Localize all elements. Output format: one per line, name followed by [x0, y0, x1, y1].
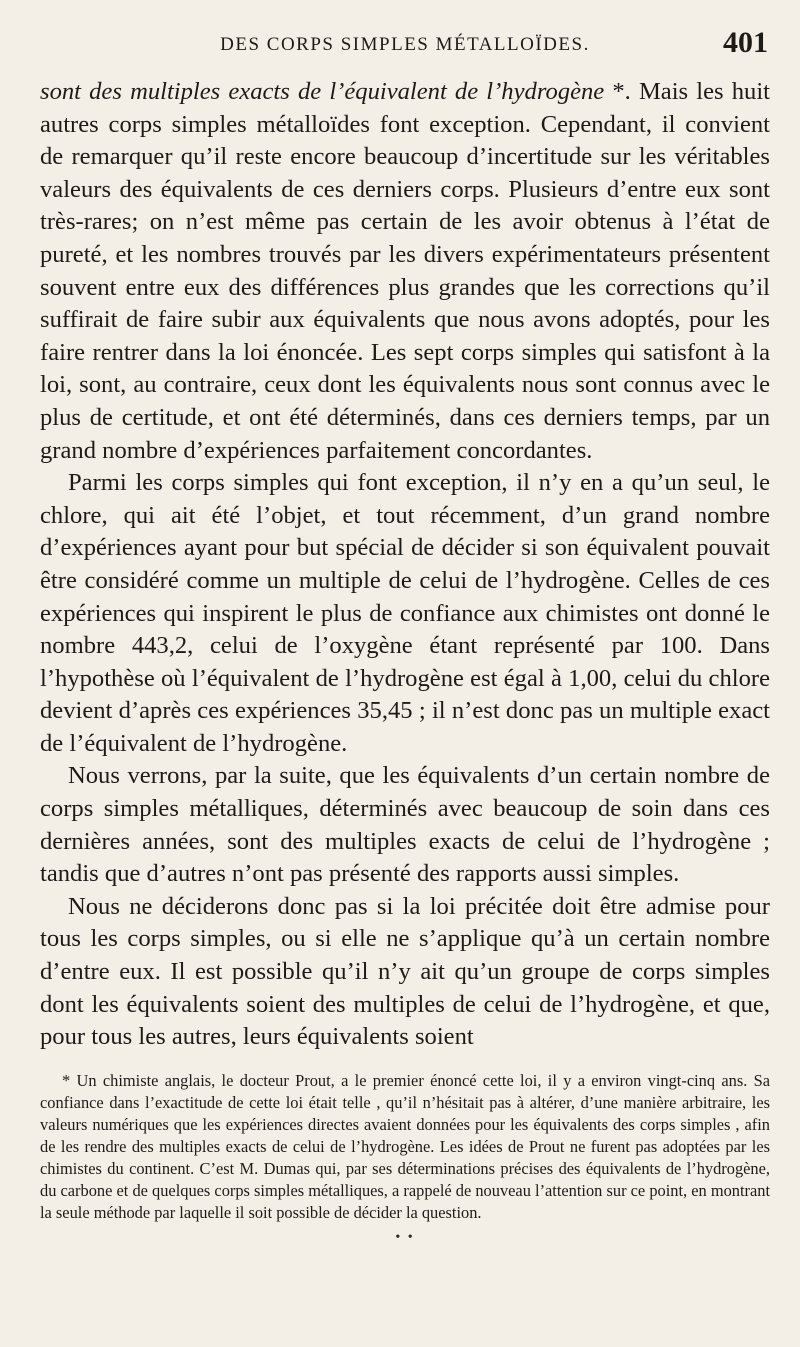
page-number: 401 — [723, 26, 768, 59]
footnote — [40, 1070, 770, 1224]
signature-mark: • • — [395, 1229, 415, 1245]
paragraph-2: Parmi les corps simples qui font exception, il n’y en a qu’un seul, le chlore, qui ait été l’objet, et tout récemment, d’un grand nombre d’expériences ayant pour but spécial de décider si son équivalent pouvait être considéré comme un multiple de celui de l’hydrogène. Celles de ces expériences qui inspirent le plus de confiance aux chimistes ont donné le nombre 443,2, celui de l’oxygène étant représenté par 100. Dans l’hypothèse où l’équivalent de l’hydrogène est égal à 1,00, celui du chlore devient d’après ces expériences 35,45 ; il n’est donc pas un multiple exact de l’équivalent de l’hydrogène. — [40, 469, 770, 757]
paragraph-1 — [40, 76, 770, 467]
paragraph-4: Nous ne déciderons donc pas si la loi précitée doit être admise pour tous les corps simples, ou si elle ne s’applique qu’à un certain nombre d’entre eux. Il est possible qu’il n’y ait qu’un groupe de corps simples dont les équivalents soient des multiples de celui de l’hydrogène, et que, pour tous les autres, leurs équivalents soient — [40, 892, 770, 1051]
paragraph-1-text: Mais les huit autres corps simples métalloïdes font exception. Cependant, il convient de remarquer qu’il reste encore beaucoup d’incertitude sur les véritables valeurs des équivalents de ces derniers corps. Plusieurs d’entre eux sont très-rares; on n’est même pas certain de les avoir obtenus à l’état de pureté, et les nombres trouvés par les divers expérimentateurs présentent souvent entre eux des différences plus grandes que les corrections qu’il suffirait de faire subir aux équivalents que nous avons adoptés, pour les faire rentrer dans la loi énoncée. Les sept corps simples qui satisfont à la loi, sont, au contraire, ceux dont les équivalents nous sont connus avec le plus de certitude, et ont été déterminés, dans ces derniers temps, par un grand nombre d’expériences parfaitement concordantes. — [40, 78, 770, 464]
running-title: DES CORPS SIMPLES MÉTALLOÏDES. — [220, 34, 590, 55]
footnote-reference: *. — [604, 78, 631, 105]
footnote-text: Un chimiste anglais, le docteur Prout, a le premier énoncé cette loi, il y a environ vingt-cinq ans. Sa confiance dans l’exactitude de cette loi était telle , qu’il n’hésitait pas à altérer, d’une manière arbitraire, les valeurs numériques que les expériences directes avaient données pour les équivalents des corps simples , afin de les rendre des multiples exacts de celui de l’hydrogène. Les idées de Prout ne furent pas adoptées par les chimistes du continent. C’est M. Dumas qui, par ses déterminations précises des équivalents de l’hydrogène, du carbone et de quelques corps simples métalliques, a rappelé de nouveau l’attention sur ce point, en montrant la seule méthode par laquelle il soit possible de décider la question. — [40, 1070, 771, 1222]
main-text — [40, 76, 770, 1054]
italic-phrase: sont des multiples exacts de l’équivalent de l’hydrogène — [40, 78, 605, 105]
paragraph-3: Nous verrons, par la suite, que les équivalents d’un certain nombre de corps simples métalliques, déterminés avec beaucoup de soin dans ces dernières années, sont des multiples exacts de celui de l’hydrogène ; tandis que d’autres n’ont pas présenté des rapports aussi simples. — [40, 762, 770, 888]
footnote-mark: * — [62, 1070, 77, 1090]
page-header — [40, 14, 770, 76]
